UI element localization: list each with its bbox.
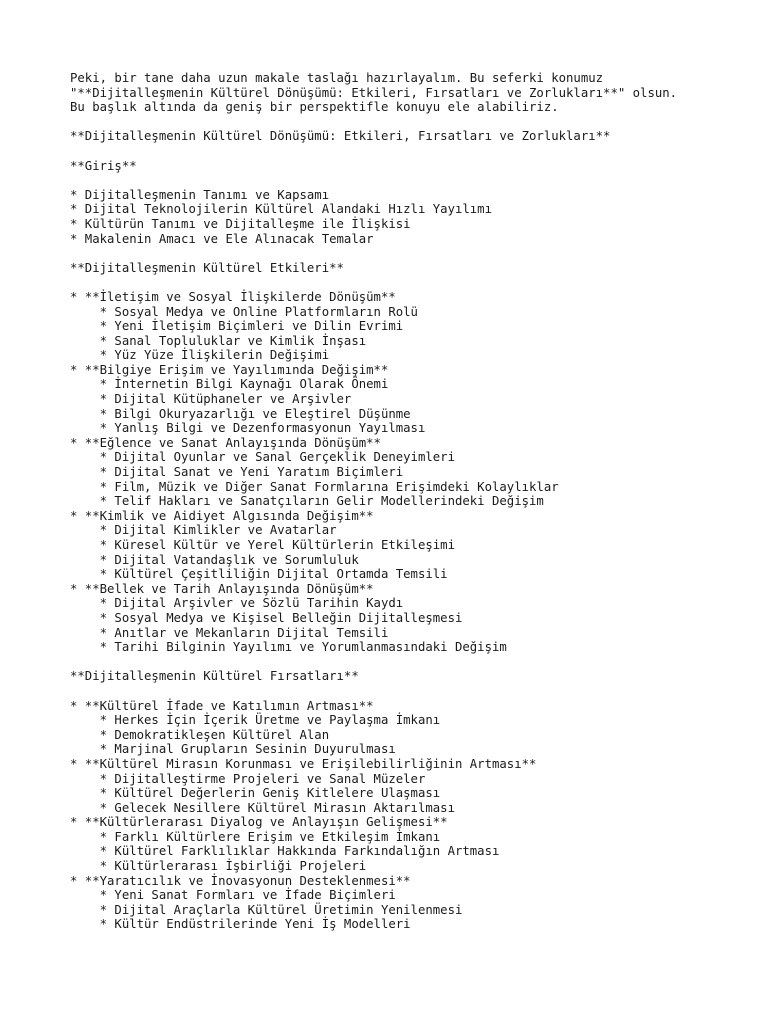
list-item: * Sanal Topluluklar ve Kimlik İnşası (70, 333, 367, 348)
spacer (70, 655, 760, 670)
list-item: * **İletişim ve Sosyal İlişkilerde Dönüşüm** (70, 289, 396, 304)
section-heading-firsatlar: **Dijitalleşmenin Kültürel Fırsatları** (70, 669, 359, 684)
intro-line: Bu başlık altında da geniş bir perspektifle konuyu ele alabiliriz. (70, 100, 559, 115)
list-item: * Dijital Araçlarla Kültürel Üretimin Yenilenmesi (70, 902, 463, 917)
document-page (70, 71, 760, 932)
list-item: * Dijital Teknolojilerin Kültürel Alandaki Hızlı Yayılımı (70, 202, 492, 217)
etkiler-list (70, 290, 760, 655)
list-item: * **Yaratıcılık ve İnovasyonun Desteklenmesi** (70, 873, 411, 888)
list-item: * Gelecek Nesillere Kültürel Mirasın Aktarılması (70, 800, 455, 815)
list-item: * Anıtlar ve Mekanların Dijital Temsili (70, 625, 389, 640)
spacer (70, 115, 760, 130)
list-item: * Sosyal Medya ve Kişisel Belleğin Dijitalleşmesi (70, 610, 463, 625)
list-item: * **Kimlik ve Aidiyet Algısında Değişim** (70, 508, 374, 523)
list-item: * Tarihi Bilginin Yayılımı ve Yorumlanmasındaki Değişim (70, 640, 507, 655)
list-item: * Küresel Kültür ve Yerel Kültürlerin Etkileşimi (70, 538, 455, 552)
spacer (70, 684, 760, 699)
list-item: * Dijital Vatandaşlık ve Sorumluluk (70, 552, 359, 567)
list-item: * Kültürün Tanımı ve Dijitalleşme ile İlişkisi (70, 216, 411, 231)
spacer (70, 275, 760, 290)
section-heading-giris: **Giriş** (70, 158, 137, 173)
list-item: * Dijital Kütüphaneler ve Arşivler (70, 392, 352, 407)
list-item: * Dijitalleştirme Projeleri ve Sanal Müzeler (70, 771, 426, 786)
list-item: * Dijital Arşivler ve Sözlü Tarihin Kaydı (70, 596, 404, 611)
list-item: * Herkes İçin İçerik Üretme ve Paylaşma İmkanı (70, 713, 441, 728)
list-item: * Kültürel Farklılıklar Hakkında Farkındalığın Artması (70, 844, 500, 859)
list-item: * Yeni Sanat Formları ve İfade Biçimleri (70, 888, 396, 903)
list-item: * **Kültürlerarası Diyalog ve Anlayışın Gelişmesi** (70, 815, 448, 830)
list-item: * Kültürlerarası İşbirliği Projeleri (70, 859, 367, 874)
list-item: * Demokratikleşen Kültürel Alan (70, 727, 330, 742)
section-heading-etkiler: **Dijitalleşmenin Kültürel Etkileri** (70, 260, 344, 275)
list-item: * Farklı Kültürlere Erişim ve Etkileşim İmkanı (70, 829, 441, 844)
article-title: **Dijitalleşmenin Kültürel Dönüşümü: Etkileri, Fırsatları ve Zorlukları** (70, 129, 611, 144)
list-item: * Bilgi Okuryazarlığı ve Eleştirel Düşünme (70, 406, 411, 421)
list-item: * **Kültürel Mirasın Korunması ve Erişilebilirliğinin Artması** (70, 756, 537, 771)
list-item: * İnternetin Bilgi Kaynağı Olarak Önemi (70, 377, 389, 392)
list-item: * Dijital Oyunlar ve Sanal Gerçeklik Deneyimleri (70, 450, 455, 465)
list-item: * Kültürel Değerlerin Geniş Kitlelere Ulaşması (70, 786, 441, 801)
spacer (70, 144, 760, 159)
intro-line: "**Dijitalleşmenin Kültürel Dönüşümü: Etkileri, Fırsatları ve Zorlukları**" olsun. (70, 85, 678, 100)
list-item: * Yüz Yüze İlişkilerin Değişimi (70, 348, 330, 363)
spacer (70, 246, 760, 261)
list-item: * Sosyal Medya ve Online Platformların Rolü (70, 304, 418, 319)
list-item: * **Eğlence ve Sanat Anlayışında Dönüşüm** (70, 435, 381, 450)
list-item: * **Kültürel İfade ve Katılımın Artması** (70, 698, 374, 713)
intro-line: Peki, bir tane daha uzun makale taslağı hazırlayalım. Bu seferki konumuz (70, 71, 604, 85)
list-item: * Dijital Sanat ve Yeni Yaratım Biçimleri (70, 465, 404, 480)
list-item: * Film, Müzik ve Diğer Sanat Formlarına Erişimdeki Kolaylıklar (70, 479, 559, 494)
spacer (70, 173, 760, 188)
list-item: * Yeni İletişim Biçimleri ve Dilin Evrimi (70, 319, 404, 334)
firsatlar-list (70, 699, 760, 933)
list-item: * Makalenin Amacı ve Ele Alınacak Temalar (70, 231, 374, 246)
list-item: * Dijital Kimlikler ve Avatarlar (70, 523, 337, 538)
list-item: * Kültürel Çeşitliliğin Dijital Ortamda Temsili (70, 567, 448, 582)
list-item: * Kültür Endüstrilerinde Yeni İş Modelleri (70, 917, 411, 932)
list-item: * **Bellek ve Tarih Anlayışında Dönüşüm** (70, 581, 374, 596)
list-item: * Dijitalleşmenin Tanımı ve Kapsamı (70, 187, 330, 202)
list-item: * Telif Hakları ve Sanatçıların Gelir Modellerindeki Değişim (70, 494, 544, 509)
list-item: * **Bilgiye Erişim ve Yayılımında Değişim** (70, 362, 389, 377)
list-item: * Marjinal Grupların Sesinin Duyurulması (70, 742, 396, 757)
list-item: * Yanlış Bilgi ve Dezenformasyonun Yayılması (70, 421, 426, 436)
